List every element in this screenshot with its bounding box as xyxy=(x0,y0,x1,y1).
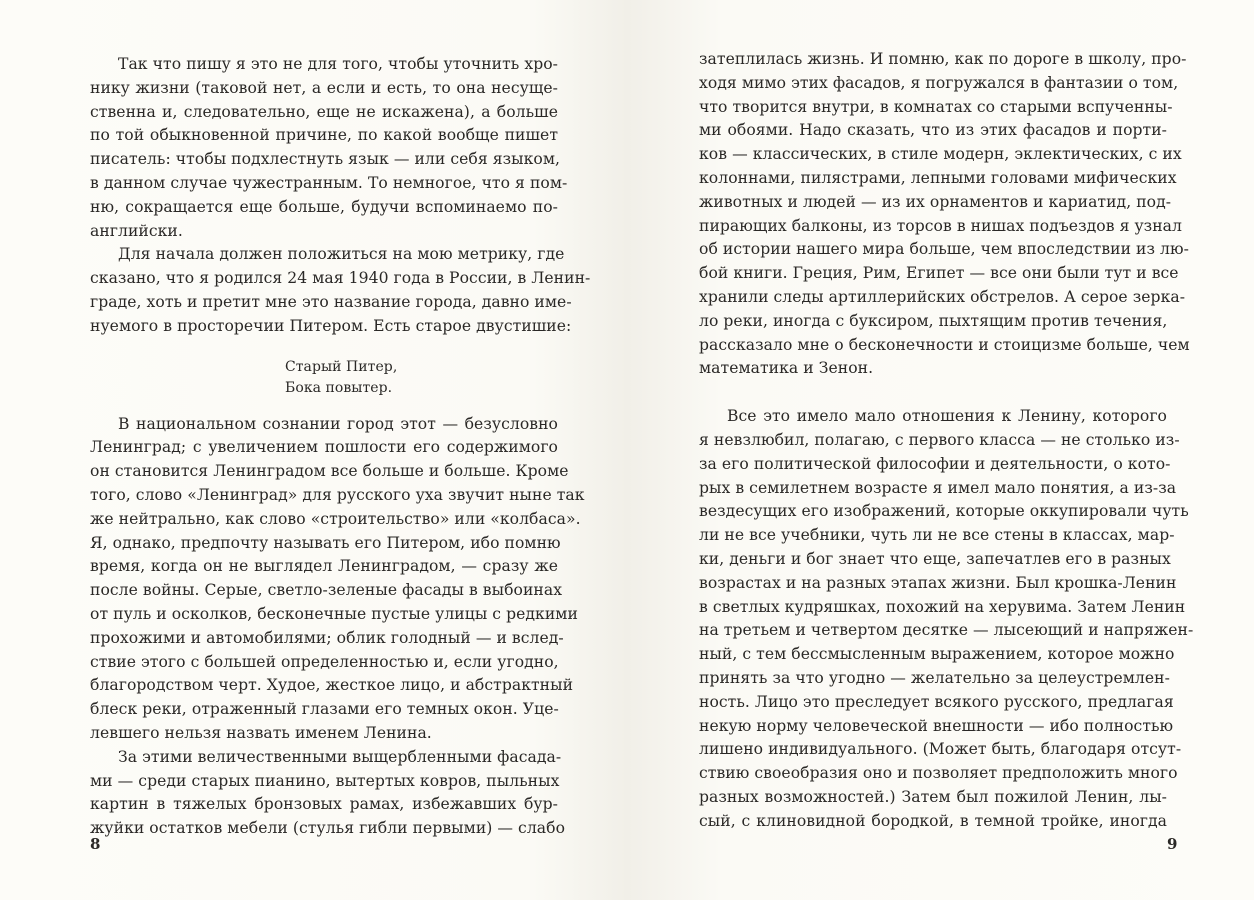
text-line: в данном случае чужестранным. То немногое, что я пом- xyxy=(90,173,568,192)
text-line: за его политической философии и деятельности, о кото- xyxy=(699,454,1171,473)
text-line: вездесущих его изображений, которые оккупировали чуть xyxy=(699,502,1189,521)
text-line: он становится Ленинградом все больше и больше. Кроме xyxy=(90,462,569,481)
text-line: разных возможностей.) Затем был пожилой Ленин, лы- xyxy=(699,787,1167,806)
text-line: Я, однако, предпочту называть его Питером, ибо помню xyxy=(90,533,561,552)
text-line: рых в семилетнем возрасте я имел мало понятия, а из-за xyxy=(699,478,1177,497)
text-line: в светлых кудряшках, похожий на херувима. Затем Ленин xyxy=(699,597,1186,616)
text-line: ствие этого с большей определенностью и, если угодно, xyxy=(90,652,559,671)
section-gap xyxy=(699,381,1167,405)
text-line: ки, деньги и бог знает что еще, запечатлев его в разных xyxy=(699,549,1171,568)
text-line: картин в тяжелых бронзовых рамах, избежавших бур- xyxy=(90,795,558,814)
text-line: Так что пишу я это не для того, чтобы уточнить хро- xyxy=(118,55,558,73)
text-line: нуемого в просторечии Питером. Есть старое двустишие: xyxy=(90,316,572,335)
text-line: некую норму человеческой внешности — ибо полностью xyxy=(699,716,1174,735)
text-line: об истории нашего мира больше, чем впоследствии из лю- xyxy=(699,240,1189,259)
text-line: сказано, что я родился 24 мая 1940 года в России, в Ленин- xyxy=(90,269,591,288)
right-page-text xyxy=(699,48,1194,834)
paragraph xyxy=(90,243,591,338)
text-line: граде, хоть и претит мне это название города, давно име- xyxy=(90,292,572,311)
text-line: колоннами, пилястрами, лепными головами мифических xyxy=(699,168,1177,187)
text-line: после войны. Серые, светло-зеленые фасады в выбоинах xyxy=(90,581,563,600)
text-line: Для начала должен положиться на мою метрику, где xyxy=(118,245,565,264)
text-line: по той обыкновенной причине, по какой вообще пишет xyxy=(90,126,558,145)
text-line: жуйки остатков мебели (стулья гибли первыми) — слабо xyxy=(90,819,566,838)
text-line: левшего нельзя назвать именем Ленина. xyxy=(90,723,432,742)
text-line: время, когда он не выглядел Ленинградом, — сразу же xyxy=(90,557,558,576)
paragraph xyxy=(699,405,1194,833)
text-line: животных и людей — из их орнаментов и кариатид, под- xyxy=(699,192,1172,211)
text-line: Все это имело мало отношения к Ленину, которого xyxy=(727,407,1167,426)
right-page xyxy=(627,0,1254,900)
text-line: принять за что угодно — желательно за целеустремлен- xyxy=(699,668,1170,687)
text-line: возрастах и на разных этапах жизни. Был крошка-Ленин xyxy=(699,573,1177,592)
text-line: что творится внутри, в комнатах со старыми вспученны- xyxy=(699,97,1173,116)
verse-line: Старый Питер, xyxy=(285,358,398,375)
text-line: прохожими и автомобилями; облик голодный — и вслед- xyxy=(90,628,564,647)
text-line: же нейтрально, как слово «строительство» или «колбаса». xyxy=(90,509,581,528)
right-paragraphs-after-gap xyxy=(699,405,1194,833)
text-line: пирающих балконы, из торсов в нишах подъездов я узнал xyxy=(699,216,1182,235)
paragraph xyxy=(699,48,1190,381)
text-line: английски. xyxy=(90,221,183,240)
verse-line: Бока повытер. xyxy=(285,379,393,396)
text-line: В национальном сознании город этот — безусловно xyxy=(118,414,558,433)
text-line: от пуль и осколков, бесконечные пустые улицы с редкими xyxy=(90,604,578,623)
page-number-right: 9 xyxy=(1167,835,1178,853)
text-line: сый, с клиновидной бородкой, в темной тройке, иногда xyxy=(699,811,1167,830)
text-line: ло реки, иногда с буксиром, пыхтящим против течения, xyxy=(699,311,1168,330)
text-line: ственна и, следовательно, еще не искажена), а больше xyxy=(90,102,558,121)
page-number-left: 8 xyxy=(90,835,101,853)
text-line: ми обоями. Надо сказать, что из этих фасадов и порти- xyxy=(699,121,1167,140)
text-line: того, слово «Ленинград» для русского уха звучит ныне так xyxy=(90,485,585,504)
text-line: я невзлюбил, полагаю, с первого класса — не столько из- xyxy=(699,430,1180,449)
text-line: ствию своеобразия оно и позволяет предположить много xyxy=(699,764,1178,783)
text-line: ков — классических, в стиле модерн, эклектических, с их xyxy=(699,145,1182,164)
text-line: ми — среди старых пианино, вытертых ковров, пыльных xyxy=(90,771,560,790)
text-line: лишено индивидуального. (Может быть, благодаря отсут- xyxy=(699,740,1182,759)
text-line: ли не все учебники, чуть ли не все стены в классах, мар- xyxy=(699,526,1175,545)
text-line: ный, с тем бессмысленным выражением, которое можно xyxy=(699,645,1175,664)
left-page-text xyxy=(90,53,591,841)
text-line: на третьем и четвертом десятке — лысеющий и напряжен- xyxy=(699,621,1194,640)
text-line: благородством черт. Худое, жесткое лицо, и абстрактный xyxy=(90,676,574,695)
text-line: нику жизни (таковой нет, а если и есть, то она несуще- xyxy=(90,78,558,97)
left-paragraphs-before-verse xyxy=(90,53,591,339)
text-line: блеск реки, отраженный глазами его темных окон. Уце- xyxy=(90,700,559,719)
paragraph xyxy=(90,746,566,841)
paragraph xyxy=(90,413,585,746)
text-line: писатель: чтобы подхлестнуть язык — или себя языком, xyxy=(90,150,561,169)
verse-couplet xyxy=(90,357,558,399)
text-line: Ленинград; с увеличением пошлости его содержимого xyxy=(90,438,558,457)
text-line: рассказало мне о бесконечности и стоицизме больше, чем xyxy=(699,335,1190,354)
right-paragraphs-before-gap xyxy=(699,48,1190,381)
text-line: математика и Зенон. xyxy=(699,359,874,378)
text-line: хранили следы артиллерийских обстрелов. А серое зерка- xyxy=(699,287,1186,306)
text-line: бой книги. Греция, Рим, Египет — все они были тут и все xyxy=(699,264,1179,283)
text-line: затеплилась жизнь. И помню, как по дороге в школу, про- xyxy=(699,50,1187,68)
paragraph xyxy=(90,53,568,243)
text-line: ходя мимо этих фасадов, я погружался в фантазии о том, xyxy=(699,73,1179,92)
left-paragraphs-after-verse xyxy=(90,413,585,841)
text-line: ню, сокращается еще больше, будучи вспоминаемо по- xyxy=(90,197,558,216)
text-line: За этими величественными выщербленными фасада- xyxy=(118,747,562,766)
text-line: ность. Лицо это преследует всякого русского, предлагая xyxy=(699,692,1174,711)
